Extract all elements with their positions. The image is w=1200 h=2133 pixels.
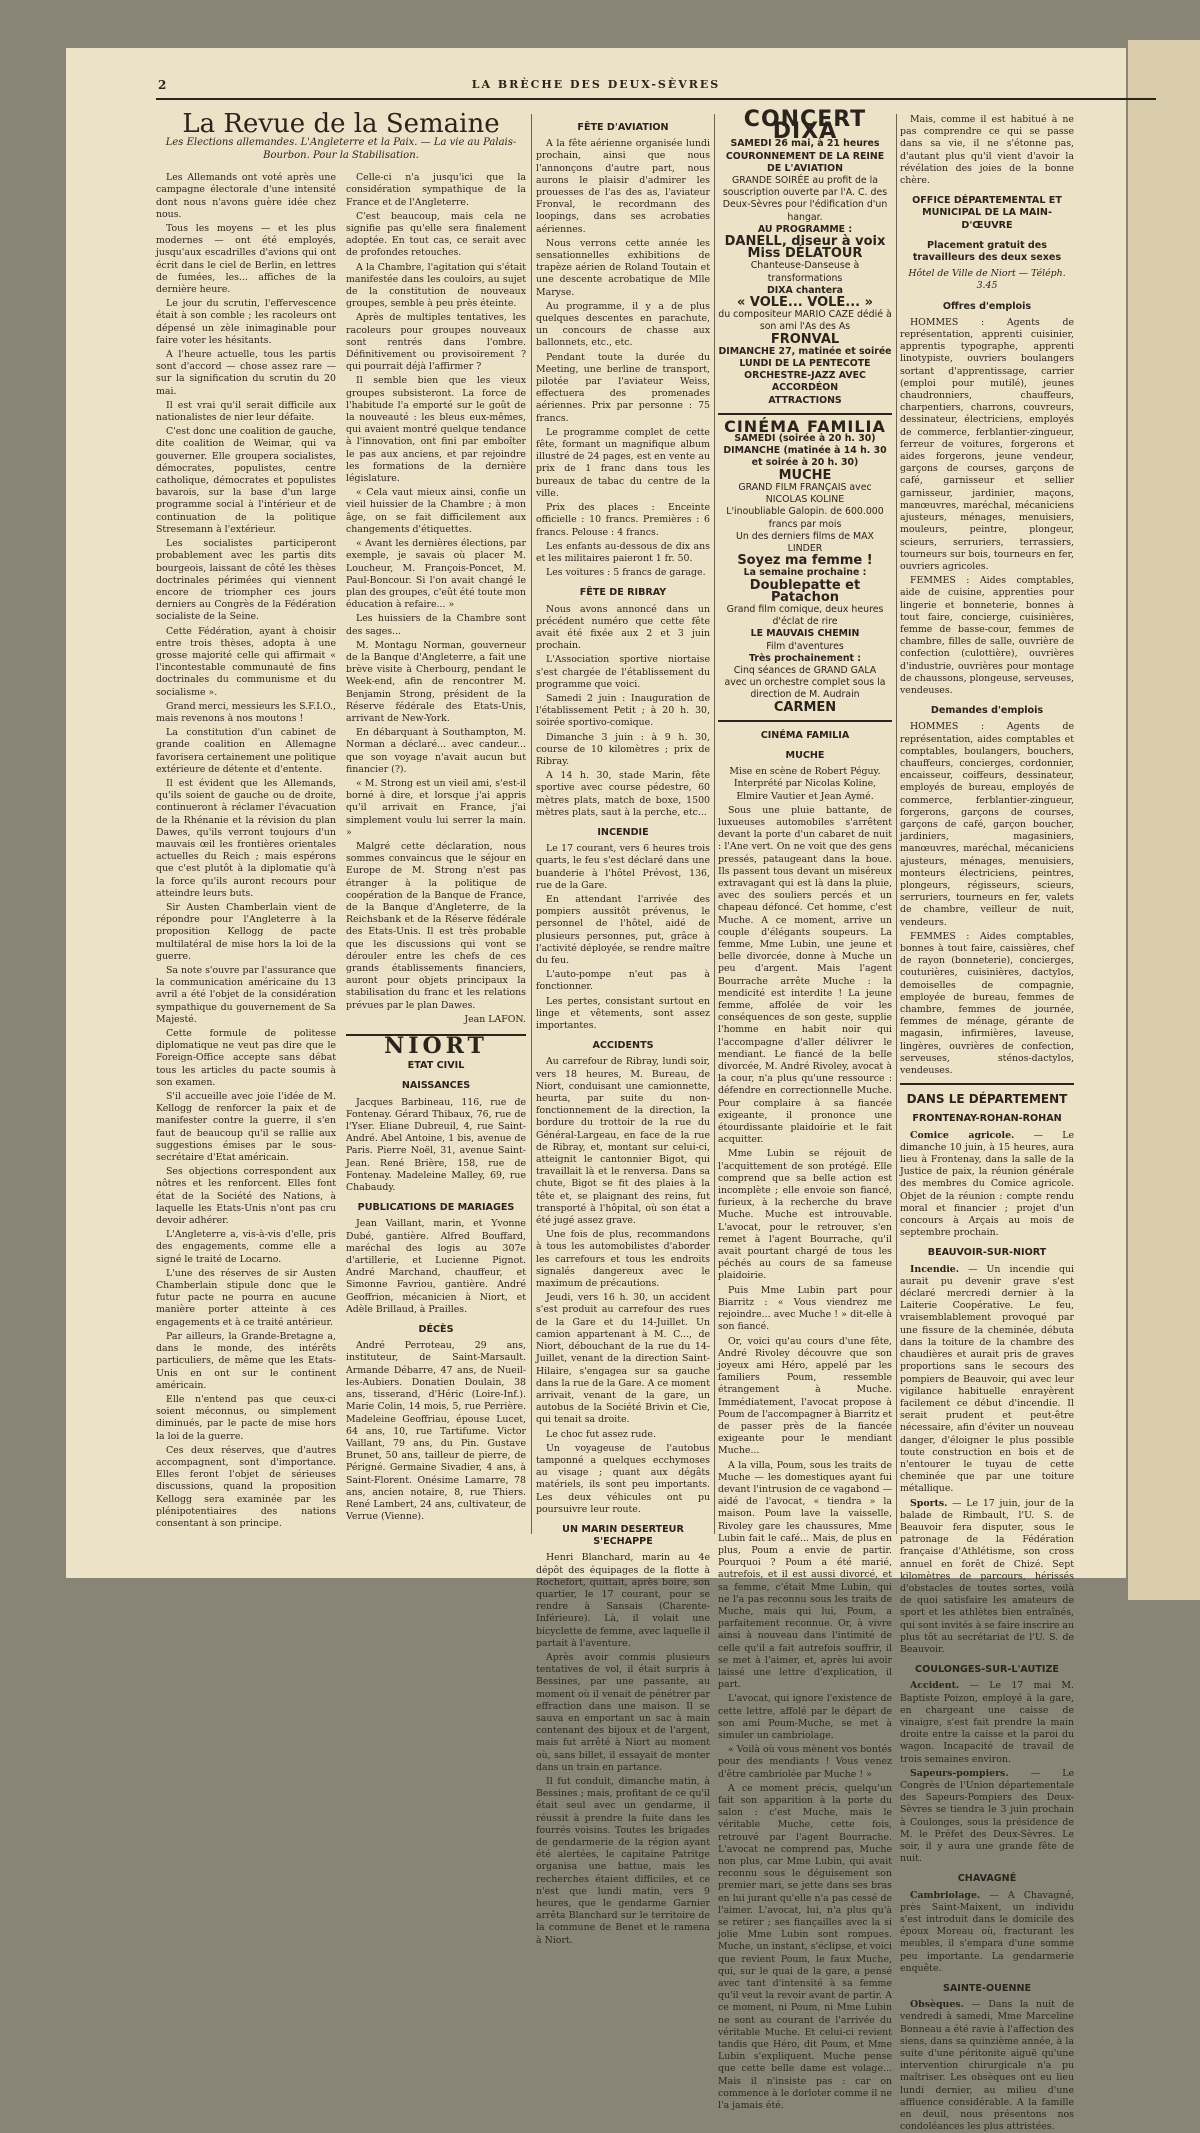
cinema-line: Grand film comique, deux heures d'éclat de rire (726, 603, 884, 628)
paragraph: A ce moment précis, quelqu'un fait son apparition à la porte du salon : c'est Muche, mais le véritable Muche, cette fois, retrouvé par l'agent Bourrache. L'avocat ne comprend pas, Muche non plus, car Mme Lubin, qui avait reconnu sous le déguisement son premier mari, se jette dans ses bras en lui jurant qu'elle n'a pas cessé de l'aimer. L'avocat, lui, n'a plus qu'à se retirer ; ses fiançailles avec la si jolie Mme Lubin sont rompues. Muche, un instant, s'éclipse, et voici que revient Poum, le faux Muche, qui, sur le quai de la gare, a pensé avec tant d'intensité à sa femme qu'il veut la revoir avant de partir. A ce moment, ni Poum, ni Mme Lubin ne sont au courant de l'arrivée du véritable Muche. Et celui-ci revient tandis que Héro, dit Poum, et Mme Lubin s'expliquent. Muche pense que cette belle dame est volage... Mais il n'insiste pas : car on commence à le dorloter comme il ne l'a jamais été. (718, 1782, 892, 2112)
demandes-hommes: HOMMES : Agents de représentation, aides comptables et comptables, boulangers, bouchers, chauffeurs, concierges, cordonnier, encaisseur, coiffeurs, dessinateur, employés de bureau, employés de commerce, ferblantier-zingueur, forgerons, garçons de courses, garçons de café, garçon boucher, jardiniers, magasiniers, manœuvres, maréchal, mécaniciens ajusteurs, ménages, menuisiers, monteurs électriciens, peintres, plongeurs, régisseurs, scieurs, serruriers, tourneurs en fer, valets de chambre, veilleur de nuit, vendeurs. (900, 721, 1074, 928)
section-rule (900, 1083, 1074, 1085)
muche-sub: MUCHE (785, 749, 825, 761)
paragraph: L'auto-pompe n'eut pas à fonctionner. (536, 969, 710, 993)
ad-rule (718, 413, 892, 415)
paragraph: Dimanche 3 juin : à 9 h. 30, course de 10 kilomètres ; prix de Ribray. (536, 731, 710, 767)
concert-line: COURONNEMENT DE LA REINE DE L'AVIATION (725, 150, 885, 174)
coulonges-text (900, 1680, 1074, 1765)
concert-line: AU PROGRAMME : (757, 223, 853, 235)
muche-title: CINÉMA FAMILIA (760, 729, 850, 741)
paragraph: Il est vrai qu'il serait difficile aux nationalistes de nier leur défaite. (156, 399, 336, 424)
paragraph: Il semble bien que les vieux groupes subsisteront. La force de l'habitude l'a emporté sur le goût de la nouveauté : les bleus eux-mêmes, qui avaient montré quelque tendance à l'innovation, ont fini par emboîter le pas aux anciens, et par rejoindre les formations de la dernière législature. (346, 375, 526, 485)
cinema-line: Très prochainement : (748, 652, 862, 664)
demandes-femmes: FEMMES : Aides comptables, bonnes à tout faire, caissières, chef de rayon (bonneterie), concierges, couturières, cuisinières, dactylos, demoiselles de compagnie, employée de bureau, femmes de chambre, femmes de journée, femmes de ménage, gérante de magasin, infirmières, laveuse, lingères, ouvrières de confection, serveuses, sténos-dactylos, vendeuses. (900, 930, 1074, 1077)
cinema-line: CARMEN (773, 699, 837, 715)
paragraph: L'Association sportive niortaise s'est chargée de l'établissement du programme que voici. (536, 654, 710, 690)
frontenay-text (900, 1130, 1074, 1240)
paragraph: Samedi 2 juin : Inauguration de l'établissement Petit ; à 20 h. 30, soirée sportivo-comique. (536, 692, 710, 729)
paragraph: Or, voici qu'au cours d'une fête, André Rivoley découvre que son joyeux ami Héro, appelé par les familiers Poum, ressemble étrangement à Muche. Immédiatement, l'avocat propose à Poum de l'accompagner à Biarritz et de passer près de la fiancée exigeante pour le mendiant Muche... (718, 1335, 892, 1457)
paragraph: Nous avons annoncé dans un précédent numéro que cette fête avait été fixée aux 2 et 3 juin prochain. (536, 603, 710, 652)
accidents-body (536, 1056, 710, 1516)
column-ads (718, 107, 892, 2112)
text: — Un incendie qui aurait pu devenir grave s'est déclaré mercredi dernier à la Laiterie Coopérative. Le feu, vraisemblablement provoqué par une fissure de la cheminée, débuta dans la toiture de la chambre des chaudières et aurait pris de graves proportions sans le secours des pompiers de Beauvoir, qui avec leur vigilance habituelle enrayèrent facilement ce début d'incendie. Il serait prudent et peut-être nécessaire, afin d'éviter un nouveau danger, d'éloigner le plus possible toute construction en bois et de n'entourer le tuyau de cette cheminée que par une toiture métallique. (900, 1263, 1074, 1495)
paragraph: Nous verrons cette année les sensationnelles exhibitions de trapèze aérien de Roland Toutain et une descente acrobatique de Mlle Maryse. (536, 237, 710, 298)
paragraph: « Cela vaut mieux ainsi, confie un vieil huissier de la Chambre ; à mon âge, on se fait difficilement aux changements d'étiquettes. (346, 487, 526, 535)
sports-text (900, 1498, 1074, 1657)
concert-line: ORCHESTRE-JAZZ AVEC ACCORDÉON (744, 370, 866, 394)
concert-line: LUNDI DE LA PENTECOTE (739, 358, 871, 370)
paragraph: Le jour du scrutin, l'effervescence était à son comble ; les racoleurs ont dépensé un zèle inimaginable pour faire voter les hésitants. (156, 298, 336, 346)
paragraph: Cette Fédération, ayant à choisir entre trois thèses, adopta à une grosse majorité celle qui affirmait « l'incontestable communauté de fins doctrinales du communisme et du socialisme ». (156, 625, 336, 698)
chavagne-text (900, 1890, 1074, 1975)
cinema-line: GRAND FILM FRANÇAIS avec NICOLAS KOLINE (738, 481, 872, 506)
column-revue (156, 109, 526, 1534)
coulonges-title: COULONGES-SUR-L'AUTIZE (915, 1664, 1059, 1676)
fete-ribray-body (536, 604, 710, 819)
dept-title: DANS LE DÉPARTEMENT (906, 1092, 1068, 1107)
paragraph: Cette formule de politesse diplomatique ne veut pas dire que le Foreign-Office accepte sans débat tous les articles du pacte soumis à son examen. (156, 1028, 336, 1088)
paragraph: C'est beaucoup, mais cela ne signifie pas qu'elle sera finalement adoptée. En tout cas, ce serait avec de profondes retouches. (346, 210, 526, 259)
paper-title: LA BRÈCHE DES DEUX-SÈVRES (471, 78, 721, 91)
paragraph: En débarquant à Southampton, M. Norman a déclaré... avec candeur... que son voyage n'avait aucun but financier (?). (346, 727, 526, 775)
paragraph: Après avoir commis plusieurs tentatives de vol, il était surpris à Bessines, par une passante, au moment où il venait de pénétrer par effraction dans une maison. Il se sauva en emportant un sac à main contenant des bijoux et de l'argent, mais fut arrêté à Niort au moment où, sans billet, il essayait de monter dans un train en partance. (536, 1651, 710, 1773)
demandes-title: Demandes d'emplois (930, 705, 1044, 717)
paragraph: « Voilà où vous mènent vos bontés pour des mendiants ! Vous venez d'être cambriolée par Muche ! » (718, 1744, 892, 1780)
naissances-list: Jacques Barbineau, 116, rue de Fontenay. Gérard Thibaux, 76, rue de l'Yser. Eliane Dubreuil, 4, rue Saint-André. Abel Antoine, 1 bis, avenue de Paris. Pierre Noël, 31, avenue Saint-Jean. René Brière, 158, rue de Fontenay. Madeleine Malley, 69, rue Chabaudy. (346, 1096, 526, 1194)
paragraph: Puis Mme Lubin part pour Biarritz : « Vous viendrez me rejoindre... avec Muche ! » dit-elle à son fiancé. (718, 1284, 892, 1333)
offres-hommes: HOMMES : Agents de représentation, apprenti cuisinier, apprentis typographe, apprenti linotypiste, ouvriers boulangers sortant d'apprentissage, carrier (emploi pour mutilé), jeunes chaudronniers, chauffeurs, charpentiers, charrons, couvreurs, dessinateur, électriciens, employés de commerce, ferblantier-zingueur, ferreur de voitures, forgerons et aides forgerons, jeune vendeur, garçons de courses, garçons de café, garnisseur et sellier garnisseur, jardinier, maçons, manœuvres, maréchal, mécaniciens ajusteurs, ménages, menuisiers, mouleurs, peintre, plongeur, scieurs, serruriers, terrassiers, tourneurs sur bois, tourneurs en fer, ouvriers agricoles. (900, 316, 1074, 572)
column-right (900, 114, 1075, 2133)
office-sub: Placement gratuit des travailleurs des deux sexes (912, 239, 1062, 264)
fete-ribray-title: FÊTE DE RIBRAY (579, 587, 667, 599)
paragraph: Grand merci, messieurs les S.F.I.O., mais revenons à nos moutons ! (156, 700, 336, 724)
accidents-title: ACCIDENTS (592, 1040, 654, 1052)
revue-title: La Revue de la Semaine (182, 109, 500, 139)
paragraph: C'est donc une coalition de gauche, dite coalition de Weimar, qui va gouverner. Elle groupera socialistes, démocrates, populistes, centre catholique, démocrates et populistes bavarois, sur la base d'un large programme social à l'intérieur et de continuation de la politique Stresemann à l'extérieur. (156, 426, 336, 535)
paragraph: Au carrefour de Ribray, lundi soir, vers 18 heures, M. Bureau, de Niort, conduisant une camionnette, heurta, par suite du non-fonctionnement de la direction, la bordure du trottoir de la rue du Général-Largeau, en face de la rue de Ribray, et, montant sur celui-ci, atteignit le cantonnier Bigot, qui travaillait là et le renversa. Dans sa chute, Bigot se fit des plaies à la tête et, se plaignant des reins, fut transporté à l'hôpital, où son état a été jugé assez grave. (536, 1056, 710, 1227)
paragraph: Une fois de plus, recommandons à tous les automobilistes d'aborder les carrefours et tous les endroits signalés dangereux avec le maximum de précautions. (536, 1229, 710, 1290)
text: — Le Congrès de l'Union départementale des Sapeurs-Pompiers des Deux-Sèvres se tiendra le 3 juin prochain à Coulonges, sous la présidence de M. le Préfet des Deux-Sèvres. Le soir, il y aura une grande fête de nuit. (900, 1767, 1074, 1865)
paragraph: Sous une pluie battante, de luxueuses automobiles s'arrêtent devant la porte d'un cabaret de nuit : l'Ane vert. On ne voit que des gens pressés, pataugeant dans la boue. Ils passent tous devant un miséreux extravagant qui est là dans la pluie, avec des souliers percés et un chapeau défoncé. Cet homme, c'est Muche. A ce moment, arrive un couple d'élégants soupeurs. La femme, Mme Lubin, une jeune et belle divorcée, donne à Muche un peu d'argent. Mais l'agent Bourrache arrête Muche : la mendicité est interdite ! La jeune femme, affolée de voir les conséquences de son geste, supplie l'homme en habit noir qui l'accompagne d'aller délivrer le mendiant. Le fiancé de la belle divorcée, M. André Rivoley, avocat à la cour, n'a plus qu'une ressource : défendre en correctionnelle Muche. Pour complaire à sa fiancée exigeante, il prononce une étourdissante plaidoirie et le fait acquitter. (718, 804, 892, 1146)
paragraph: Le programme complet de cette fête, formant un magnifique album illustré de 24 pages, est en vente au prix de 1 franc dans tous les bureaux de tabac du centre de la ville. (536, 426, 710, 499)
cinema-line: MUCHE (778, 467, 832, 483)
concert-line: GRANDE SOIRÉE au profit de la souscription ouverte par l'A. C. des Deux-Sèvres pour l'édification d'un hangar. (722, 175, 888, 223)
muche-body (718, 805, 892, 2113)
paragraph: En attendant l'arrivée des pompiers aussitôt prévenus, le personnel de l'hôtel, aidé de plusieurs personnes, put, grâce à l'activité déployée, se rendre maître du feu. (536, 893, 710, 966)
marin-title: UN MARIN DESERTEUR S'ECHAPPE (562, 1523, 684, 1548)
lead: Obsèques. (910, 1999, 964, 2011)
deces-label: DÉCÈS (418, 1324, 454, 1336)
deces-list: André Perroteau, 29 ans, instituteur, de Saint-Marsault. Armande Débarre, 47 ans, de Nueil-les-Aubiers. Donatien Doulain, 38 ans, tisserand, d'Héric (Loire-Inf.). Marie Colin, 14 mois, 5, rue Perrière. Madeleine Geoffriau, épouse Lucet, 64 ans, 10, rue Tartifume. Victor Vaillant, 79 ans, du Pin. Gustave Brunet, 50 ans, tailleur de pierre, de Périgné. Germaine Sivadier, 4 ans, à Saint-Florent. Onésime Lamarre, 78 ans, ancien notaire, 8, rue Thiers. René Lambert, 24 ans, cultivateur, de Verrue (Vienne). (346, 1340, 526, 1523)
text: — Le dimanche 10 juin, à 15 heures, aura lieu à Frontenay, dans la salle de la Justice de paix, la réunion générale des membres du Comice agricole. Objet de la réunion : compte rendu moral et financier ; projet d'un concours à Arçais au mois de septembre prochain. (900, 1129, 1075, 1239)
concert-line: DANELL, diseur à voix (724, 234, 886, 250)
concert-line: FRONVAL (770, 331, 840, 347)
paragraph: Ses objections correspondent aux nôtres et les renforcent. Elles font état de la Société des Nations, à laquelle les Etats-Unis n'ont pas cru devoir adhérer. (156, 1166, 336, 1227)
paragraph: Elle n'entend pas que ceux-ci soient méconnus, ou simplement diminués, par le pacte de mise hors la loi de la guerre. (156, 1393, 336, 1442)
cinema-line: DIMANCHE (matinée à 14 h. 30 et soirée à 20 h. 30) (723, 445, 887, 469)
cinema-ad (718, 416, 892, 715)
paragraph: A 14 h. 30, stade Marin, fête sportive avec course pédestre, 60 mètres plats, match de boxe, 1500 mètres plats, saut à la perche, etc... (536, 770, 710, 818)
cinema-line: SAMEDI (soirée à 20 h. 30) (734, 433, 876, 445)
paragraph: M. Montagu Norman, gouverneur de la Banque d'Angleterre, a fait une brève visite à Cherbourg, pendant le Week-end, afin de rencontrer M. Benjamin Strong, président de la Réserve fédérale des Etats-Unis, arrivant de New-York. (346, 639, 526, 724)
paragraph: Il fut conduit, dimanche matin, à Bessines ; mais, profitant de ce qu'il était seul avec un gendarme, il réussit à prendre la fuite dans les fourrés voisins. Toutes les brigades de gendarmerie de la région ayant été alertées, le capitaine Patritge organisa une battue, mais les recherches étaient difficiles, et ce n'est que lundi matin, vers 9 heures, que le gendarme Garnier arrêta Blanchard sur le territoire de la commune de Benet et le ramena à Niort. (536, 1776, 710, 1946)
paragraph: Malgré cette déclaration, nous sommes convaincus que le séjour en Europe de M. Strong n'est pas étranger à la politique de coopération de la Banque de France, de la Banque d'Angleterre, de la Reichsbank et de la Réserve fédérale des Etats-Unis. Il est très probable que les discussions qui vont se dérouler entre les chefs de ces grands établissements financiers, auront pour objets principaux la stabilisation du franc et les relations prévues par le plan Dawes. (346, 840, 526, 1011)
paragraph: Les enfants au-dessous de dix ans et les militaires paieront 1 fr. 50. (536, 540, 710, 564)
column-rule (531, 114, 532, 1534)
paragraph: La constitution d'un cabinet de grande coalition en Allemagne favorisera certainement une politique extérieure de détente et d'entente. (156, 727, 336, 775)
paragraph: A la villa, Poum, sous les traits de Muche — les domestiques ayant fui devant l'intrusion de ce vagabond — aidé de l'avocat, « tiendra » la maison. Poum lave la vaisselle, Rivoley gare les chaussures, Mme Lubin fait le café... Mais, de plus en plus, Poum a envie de partir. Pourquoi ? Poum a été marié, autrefois, et il est aussi divorcé, et sa femme, c'était Mme Lubin, qui ne l'a pas reconnu sous les traits de Muche, mais qui lui, Poum, a parfaitement reconnue. Or, à vivre ainsi à nouveau dans l'intimité de celle qu'il a fait autrefois souffrir, il se met à l'aimer, et, après lui avoir laissé une lettre d'explication, il part. (718, 1459, 892, 1691)
cinema-line: Film d'aventures (766, 640, 844, 652)
paragraph: Henri Blanchard, marin au 4e dépôt des équipages de la flotte à Rochefort, quittait, après boire, son quartier, le 17 courant, pour se rendre à Sansais (Charente-Inférieure). Là, il volait une bicyclette de femme, avec laquelle il partait à l'aventure. (536, 1552, 710, 1649)
lead: Sapeurs-pompiers. (910, 1767, 1009, 1779)
paragraph: A la fête aérienne organisée lundi prochain, ainsi que nous l'annonçons d'autre part, nous aurons le plaisir d'admirer les prouesses de l'as des as, l'aviateur Fronval, le recordmann des loopings, dans ses acrobaties aériennes. (536, 138, 710, 235)
naissances-label: NAISSANCES (401, 1080, 471, 1092)
marin-body (536, 1552, 710, 1947)
concert-line: « VOLE... VOLE... » (736, 295, 874, 311)
concert-line: Miss DÉLATOUR (747, 246, 863, 262)
concert-title: CONCERT DIXA (743, 107, 867, 145)
cinema-title: CINÉMA FAMILIA (724, 416, 886, 436)
paragraph: Pendant toute la durée du Meeting, une berline de transport, pilotée par l'aviateur Weiss, effectuera des promenades aériennes. Prix par personne : 75 francs. (536, 351, 710, 424)
paragraph: L'avocat, qui ignore l'existence de cette lettre, affolé par le départ de son ami Poum-Muche, se met à simuler un cambriolage. (718, 1693, 892, 1741)
ouenne-text (900, 1999, 1074, 2133)
concert-line: ATTRACTIONS (768, 394, 842, 406)
fete-aviation-body (536, 138, 710, 579)
paragraph: Celle-ci n'a jusqu'ici que la considération sympathique de la France et de l'Angleterre. (346, 172, 526, 208)
office-title: OFFICE DÉPARTEMENTAL ET MUNICIPAL DE LA MAIN-D'ŒUVRE (912, 195, 1062, 231)
mariages-label: PUBLICATIONS DE MARIAGES (357, 1202, 515, 1214)
muche-credits: Mise en scène de Robert Péguy. Interprété par Nicolas Koline, Elmire Vautier et Jean Aymé. (729, 766, 881, 802)
text: — Le 17 juin, jour de la balade de Rimbault, l'U. S. de Beauvoir fera disputer, sous le patronage de la Fédération française d'Athlétisme, son cross annuel en forêt de Chizé. Sept kilomètres de parcours, hérissés d'obstacles de toutes sortes, voilà de quoi satisfaire les amateurs de sport et les athlètes bien entraînés, qui sont invités à se faire inscrire au plus tôt au secrétariat de l'U. S. de Beauvoir. (900, 1497, 1074, 1655)
lead: Comice agricole. (910, 1129, 1015, 1141)
concert-line: DIXA chantera (766, 284, 844, 296)
incendie-body (536, 843, 710, 1032)
cinema-line: LE MAUVAIS CHEMIN (750, 628, 860, 640)
paragraph: L'Angleterre a, vis-à-vis d'elle, pris des engagements, comme elle a signé le traité de Locarno. (156, 1229, 336, 1265)
paragraph: Un voyageuse de l'autobus tamponné a quelques ecchymoses au visage ; quant aux dégâts matériels, ils sont peu importants. Les deux véhicules ont pu poursuivre leur route. (536, 1442, 710, 1515)
column-rule (714, 114, 715, 1534)
muche-end: Mais, comme il est habitué à ne pas comprendre ce qui se passe dans sa vie, il ne s'étonne pas, d'autant plus qu'il vient d'avoir la révélation des joies de la bonne chère. (900, 114, 1074, 187)
paragraph: Tous les moyens — et les plus modernes — ont été employés, jusqu'aux escadrilles d'avions qui ont écrit dans le ciel de Berlin, en lettres de fumées, les... affiches de la dernière heure. (156, 223, 336, 296)
paragraph: Les Allemands ont voté après une campagne électorale d'une intensité dont nous n'avons guère idée chez nous. (156, 172, 336, 220)
paragraph: Les voitures : 5 francs de garage. (546, 567, 706, 579)
paragraph: Sir Austen Chamberlain vient de répondre pour l'Angleterre à la proposition Kellogg de pacte multilatéral de mise hors la loi de la guerre. (156, 901, 336, 962)
cinema-line: Cinq séances de GRAND GALA (733, 664, 877, 676)
paragraph: Les pertes, consistant surtout en linge et vêtements, sont assez importantes. (536, 995, 710, 1032)
mariages-list: Jean Vaillant, marin, et Yvonne Dubé, gantière. Alfred Bouffard, maréchal des logis au 307e d'artillerie, et Lucienne Pignot. André Marchand, chauffeur, et Simonne Favriou, gantière. André Geoffrion, mécanicien à Niort, et Adèle Brillaud, à Prailles. (346, 1218, 526, 1315)
cinema-line: Doublepatte et Patachon (749, 577, 861, 605)
paragraph: A la Chambre, l'agitation qui s'était manifestée dans les couloirs, au sujet de la constitution de nouveaux groupes, semble à peu près éteinte. (346, 261, 526, 310)
paragraph: « M. Strong est un vieil ami, s'est-il borné à dire, et lorsque j'ai appris qu'il arrivait en France, j'ai simplement voulu lui serrer la main. » (346, 777, 526, 838)
concert-line: du compositeur MARIO CAZE dédié à son ami l'As des As (718, 309, 892, 333)
newspaper-page (66, 48, 1126, 2133)
page-number: 2 (158, 78, 167, 92)
paragraph: Il est évident que les Allemands, qu'ils soient de gauche ou de droite, continueront à réclamer l'évacuation de la Rhénanie et la révision du plan Dawes, qu'ils verront toujours d'un mauvais œil les frontières orientales actuelles du Reich ; mais espérons que c'est plutôt à la diplomatie qu'à la force qu'ils auront recours pour atteindre leurs buts. (156, 777, 336, 899)
beauvoir-text (900, 1264, 1074, 1496)
lead: Sports. (910, 1497, 948, 1509)
text: — A Chavagné, près Saint-Maixent, un individu s'est introduit dans le domicile des époux Moreau où, fracturant les meubles, il s'empara d'une somme peu importante. La gendarmerie enquête. (900, 1889, 1074, 1974)
paragraph: Les huissiers de la Chambre sont des sages... (346, 613, 526, 637)
page-edge (1128, 40, 1200, 1600)
concert-line: Chanteuse-Danseuse à transformations (750, 260, 860, 284)
paragraph: L'une des réserves de sir Austen Chamberlain stipule donc que le futur pacte ne pourra en aucune manière porter atteinte à ces engagements et à ce traité antérieur. (156, 1267, 336, 1328)
paragraph: Le choc fut assez rude. (546, 1428, 656, 1440)
paragraph: Mme Lubin se réjouit de l'acquittement de son protégé. Elle comprend que sa belle action est incomplète ; elle envoie son fiancé, furieux, à la recherche du brave Muche. Muche est introuvable. L'avocat, pour le retrouver, s'en remet à l'agent Bourrache, qu'il avait pourtant chargé de tous les péchés au cours de sa fameuse plaidoirie. (718, 1148, 892, 1282)
paragraph: Les socialistes participeront probablement avec les partis dits bourgeois, laissant de côté les thèses doctrinales périmées qui viennent encore de triompher ces jours derniers au Congrès de la Fédération socialiste de la Seine. (156, 538, 336, 623)
paragraph: Au programme, il y a de plus quelques descentes en parachute, un concours de chasse aux ballonnets, etc., etc. (536, 300, 710, 349)
header-rule (156, 98, 1156, 100)
cinema-line: L'inoubliable Galopin. de 600.000 francs par mois (726, 506, 884, 530)
office-address: Hôtel de Ville de Niort — Téléph. 3.45 (908, 268, 1066, 292)
lead: Cambriolage. (910, 1889, 981, 1901)
chavagne-title: CHAVAGNÉ (957, 1873, 1017, 1885)
paragraph: Après de multiples tentatives, les racoleurs pour groupes nouveaux sont rentrés dans l'ombre. Définitivement ou provisoirement ? qui pourrait déjà l'affirmer ? (346, 312, 526, 373)
lead: Incendie. (910, 1263, 960, 1275)
paragraph: Par ailleurs, la Grande-Bretagne a, dans le monde, des intérêts particuliers, de même que les Etats-Unis en ont sur le continent américain. (156, 1330, 336, 1391)
revue-body (156, 172, 526, 1530)
offres-femmes: FEMMES : Aides comptables, aide de cuisine, apprenties pour lingerie et bonneterie, bonnes à tout faire, concierge, cuisinières, femme de basse-cour, femmes de chambre, filles de salle, ouvrière de confection (culottière), ouvrières d'industrie, ouvrières pour montage de chaussons, plongeuse, serveuses, vendeuses. (900, 575, 1074, 696)
column-local (536, 114, 710, 1946)
cinema-line: Soyez ma femme ! (737, 553, 873, 569)
incendie-title: INCENDIE (597, 826, 649, 838)
ouenne-title: SAINTE-OUENNE (942, 1983, 1032, 1995)
paragraph: Jeudi, vers 16 h. 30, un accident s'est produit au carrefour des rues de la Gare et du 14-Juillet. Un camion appartenant à M. C..., de Niort, débouchant de la rue du 14-Juillet, venant de la direction Saint-Hilaire, s'engagea sur sa gauche dans la rue de la Gare. A ce moment arrivait, venant de la gare, un autobus de la Société Brivin et Cie, qui tenait sa droite. (536, 1292, 710, 1426)
fete-aviation-title: FÊTE D'AVIATION (577, 122, 669, 133)
paragraph: A l'heure actuelle, tous les partis sont d'accord — chose assez rare — sur la signification du scrutin du 20 mai. (156, 349, 336, 397)
etat-civil-title: ETAT CIVIL (407, 1060, 465, 1072)
paragraph: Le 17 courant, vers 6 heures trois quarts, le feu s'est déclaré dans une buanderie à l'hôtel Prévost, 136, rue de la Gare. (536, 843, 710, 891)
pompiers-text (900, 1768, 1074, 1866)
niort-title: NIORT (346, 1034, 526, 1052)
frontenay-title: FRONTENAY-ROHAN-ROHAN (912, 1113, 1062, 1125)
ad-rule (718, 720, 892, 722)
beauvoir-title: BEAUVOIR-SUR-NIORT (927, 1247, 1047, 1259)
revue-subtitle: Les Elections allemandes. L'Angleterre et la Paix. — La vie au Palais-Bourbon. Pour la Stabilisation. (165, 137, 517, 162)
cinema-line: La semaine prochaine : (743, 567, 867, 579)
cinema-line: avec un orchestre complet sous la direction de M. Audrain (724, 677, 886, 701)
concert-line: DIMANCHE 27, matinée et soirée (718, 345, 892, 357)
column-rule (896, 114, 897, 1534)
lead: Accident. (910, 1680, 960, 1692)
text: — Le 17 mai M. Baptiste Poizon, employé à la gare, en chargeant une caisse de vinaigre, s'est fait prendre la main droite entre la caisse et la paroi du wagon. Incapacité de travail de trois semaines environ. (900, 1680, 1074, 1765)
paragraph: Ces deux réserves, que d'autres accompagnent, sont d'importance. Elles feront l'objet de sérieuses discussions, quand la proposition Kellogg sera examinée par les plénipotentiaires des nations consentant à son principe. (156, 1444, 336, 1529)
paragraph: « Avant les dernières élections, par exemple, je savais où placer M. Loucheur, M. François-Poncet, M. Paul-Boncour. Si l'on avait changé le plan des groupes, c'eût été toute mon éducation à refaire... » (346, 538, 526, 611)
paragraph: Prix des places : Enceinte officielle : 10 francs. Premières : 6 francs. Pelouse : 4 francs. (536, 502, 710, 538)
concert-ad (718, 107, 892, 407)
paragraph: S'il accueille avec joie l'idée de M. Kellogg de renforcer la paix et de manifester contre la guerre, il s'en faut de beaucoup qu'il se rallie aux suggestions émises par le sous-secrétaire d'Etat américain. (156, 1091, 336, 1164)
paragraph: Sa note s'ouvre par l'assurance que la communication américaine du 13 avril a été l'objet de la considération sympathique du gouvernement de Sa Majesté. (156, 965, 336, 1025)
concert-line: SAMEDI 26 mai, à 21 heures (730, 138, 880, 150)
cinema-line: Un des derniers films de MAX LINDER (736, 530, 874, 554)
offres-title: Offres d'emplois (942, 300, 1032, 312)
signature: Jean LAFON. (464, 1013, 526, 1025)
text: — Dans la nuit de vendredi à samedi, Mme Marceline Bonneau a été ravie à l'affection des siens, dans sa quinzième année, à la suite d'une péritonite aiguë qu'une intervention chirurgicale n'a pu maîtriser. Les obsèques ont eu lieu lundi dernier, au milieu d'une affluence considérable. A la famille en deuil, nous présentons nos condoléances les plus attristées. (900, 1999, 1075, 2133)
